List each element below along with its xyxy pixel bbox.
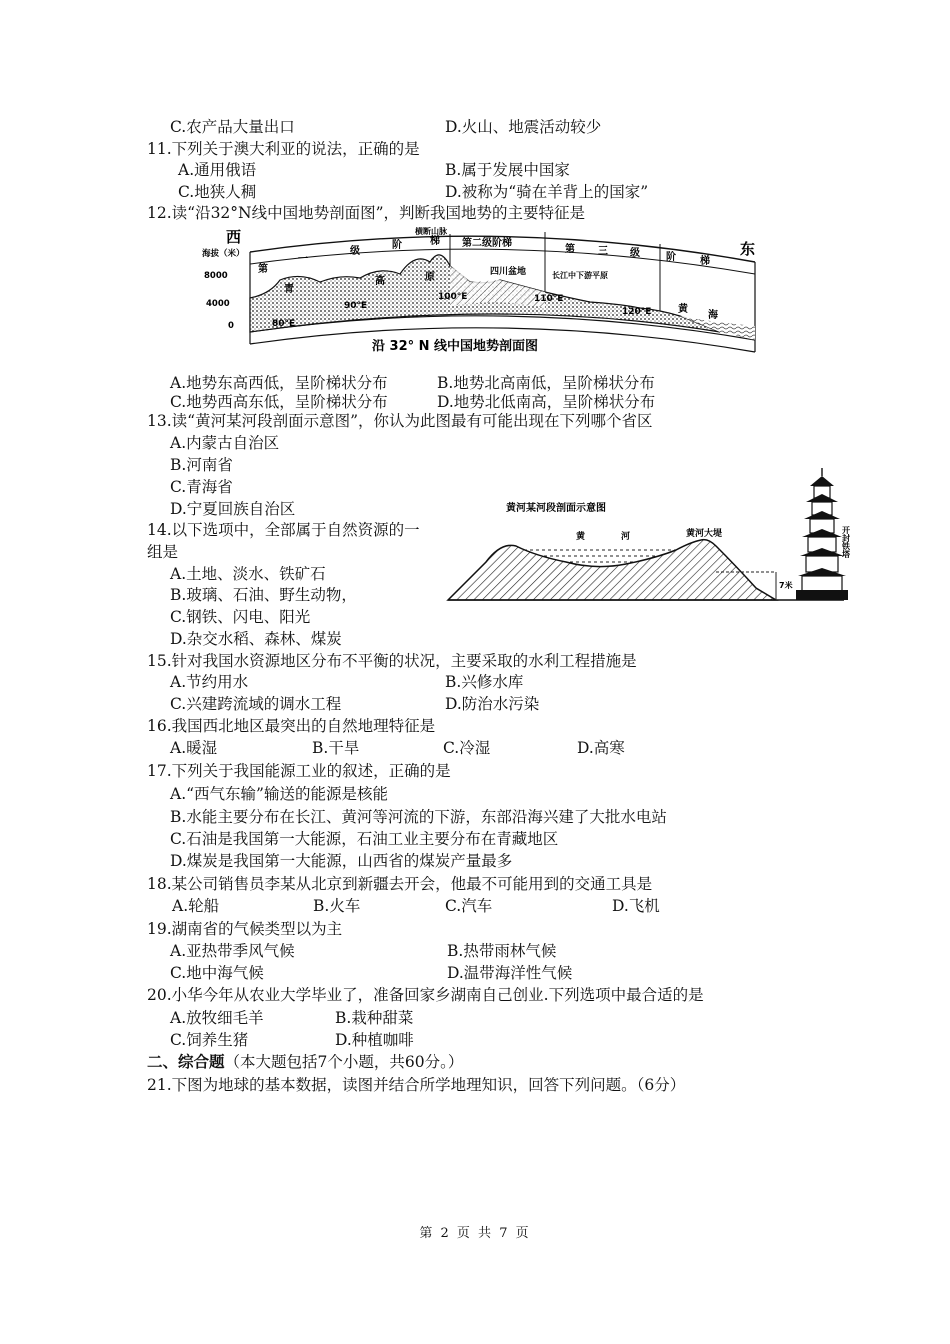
q19-stem: 19.湖南省的气候类型以为主 (147, 920, 343, 938)
ytick-4000: 4000 (206, 299, 230, 309)
svg-text:高: 高 (375, 276, 385, 287)
svg-text:级: 级 (630, 248, 640, 259)
svg-text:海: 海 (708, 310, 718, 321)
riverbed-terrain (448, 540, 776, 600)
q18-option-d: D.飞机 (612, 897, 660, 915)
lon-80: 80°E (272, 319, 296, 329)
q13-option-c: C.青海省 (170, 478, 233, 496)
q13-option-d: D.宁夏回族自治区 (170, 500, 296, 518)
yaxis-label: 海拔（米） (202, 249, 245, 259)
terrain-profile-figure (200, 222, 760, 370)
q20-option-d: D.种植咖啡 (335, 1031, 414, 1049)
q15-option-c: C.兴建跨流域的调水工程 (170, 695, 342, 713)
q13-option-b: B.河南省 (170, 456, 233, 474)
q16-stem: 16.我国西北地区最突出的自然地理特征是 (147, 717, 436, 735)
q14-stem-line2: 组是 (147, 543, 179, 561)
svg-text:阶: 阶 (666, 252, 676, 263)
river-figure-title: 黄河某河段剖面示意图 (506, 503, 606, 514)
ytick-8000: 8000 (204, 271, 228, 281)
lon-110: 110°E (534, 294, 564, 304)
profile-caption: 沿 32° N 线中国地势剖面图 (372, 339, 539, 354)
svg-text:级: 级 (350, 246, 360, 257)
q17-option-a: A.“西气东输”输送的能源是核能 (170, 785, 388, 803)
q19-option-a: A.亚热带季风气候 (170, 942, 295, 960)
q14-stem-line1: 14.以下选项中，全部属于自然资源的一 (147, 521, 420, 539)
svg-text:第: 第 (258, 264, 268, 275)
lon-120: 120°E (622, 307, 652, 317)
q16-option-b: B.干旱 (312, 739, 360, 757)
west-label: 西 (226, 228, 242, 246)
svg-text:梯: 梯 (430, 236, 440, 247)
svg-text:第: 第 (565, 244, 575, 255)
q11-stem: 11.下列关于澳大利亚的说法，正确的是 (147, 140, 420, 158)
svg-text:黄: 黄 (678, 304, 688, 315)
q11-option-d: D.被称为“骑在羊背上的国家” (445, 183, 649, 201)
q18-option-b: B.火车 (313, 897, 361, 915)
q21-stem: 21.下图为地球的基本数据，读图并结合所学地理知识，回答下列问题。（6分） (147, 1076, 686, 1094)
svg-text:青: 青 (284, 284, 294, 295)
q16-option-d: D.高寒 (577, 739, 625, 757)
east-label: 东 (740, 240, 756, 258)
q17-option-b: B.水能主要分布在长江、黄河等河流的下游，东部沿海兴建了大批水电站 (170, 808, 667, 826)
section2-note: （本大题包括7个小题，共60分。） (224, 1053, 464, 1071)
q14-option-c: C.钢铁、闪电、阳光 (170, 608, 311, 626)
svg-text:原: 原 (425, 272, 435, 283)
q17-option-d: D.煤炭是我国第一大能源，山西省的煤炭产量最多 (170, 852, 513, 870)
q14-option-b: B.玻璃、石油、野生动物， (170, 586, 357, 604)
q19-option-d: D.温带海洋性气候 (447, 964, 573, 982)
section2-heading (147, 1052, 463, 1072)
q13-option-a: A.内蒙古自治区 (170, 434, 280, 452)
q18-option-a: A.轮船 (172, 897, 220, 915)
tower-label: 开封铁塔 (841, 526, 851, 558)
q12-option-b: B.地势北高南低，呈阶梯状分布 (437, 374, 655, 392)
svg-text:河: 河 (621, 532, 631, 542)
dike-label: 黄河大堤 (686, 529, 723, 539)
q16-option-a: A.暖湿 (170, 739, 218, 757)
q11-option-a: A.通用俄语 (178, 161, 257, 179)
q14-option-a: A.土地、淡水、铁矿石 (170, 565, 326, 583)
svg-text:阶: 阶 (392, 240, 402, 251)
lon-90: 90°E (344, 301, 368, 311)
q17-stem: 17.下列关于我国能源工业的叙述，正确的是 (147, 762, 451, 780)
q15-option-d: D.防治水污染 (445, 695, 540, 713)
q18-option-c: C.汽车 (445, 897, 493, 915)
q15-stem: 15.针对我国水资源地区分布不平衡的状况，主要采取的水利工程措施是 (147, 652, 637, 670)
q11-option-c: C.地狭人稠 (178, 183, 257, 201)
q17-option-c: C.石油是我国第一大能源，石油工业主要分布在青藏地区 (170, 830, 559, 848)
svg-text:一: 一 (298, 254, 308, 265)
kaifeng-tower-icon (796, 468, 848, 600)
plain-label: 长江中下游平原 (552, 271, 608, 280)
lon-100: 100°E (438, 292, 468, 302)
height-label: 7米 (779, 581, 793, 590)
sichuan-basin-label: 四川盆地 (490, 267, 527, 277)
q20-stem: 20.小华今年从农业大学毕业了，准备回家乡湖南自己创业.下列选项中最合适的是 (147, 986, 704, 1004)
q20-option-b: B.栽种甜菜 (335, 1009, 414, 1027)
q18-stem: 18.某公司销售员李某从北京到新疆去开会，他最不可能用到的交通工具是 (147, 875, 653, 893)
q12-option-c: C.地势西高东低，呈阶梯状分布 (170, 393, 388, 411)
q20-option-a: A.放牧细毛羊 (170, 1009, 264, 1027)
svg-text:梯: 梯 (700, 256, 710, 267)
peak-label: 横断山脉 (415, 227, 447, 236)
q12-stem: 12.读“沿32°N线中国地势剖面图”，判断我国地势的主要特征是 (147, 204, 586, 222)
q19-option-b: B.热带雨林气候 (447, 942, 557, 960)
section2-title: 二、综合题 (147, 1052, 225, 1071)
q15-option-a: A.节约用水 (170, 673, 249, 691)
ytick-0: 0 (228, 321, 234, 331)
q13-stem: 13.读“黄河某河段剖面示意图”，你认为此图最有可能出现在下列哪个省区 (147, 412, 653, 430)
svg-text:三: 三 (598, 246, 608, 257)
q12-option-a: A.地势东高西低，呈阶梯状分布 (170, 374, 388, 392)
q16-option-c: C.冷湿 (443, 739, 491, 757)
yellow-river-figure (446, 466, 852, 606)
q14-option-d: D.杂交水稻、森林、煤炭 (170, 630, 342, 648)
q11-option-b: B.属于发展中国家 (445, 161, 570, 179)
step2-label: 第二级阶梯 (462, 238, 512, 249)
q20-option-c: C.饲养生猪 (170, 1031, 249, 1049)
q10-option-c: C.农产品大量出口 (170, 118, 295, 136)
page-footer: 第 2 页 共 7 页 (419, 1226, 531, 1241)
q10-option-d: D.火山、地震活动较少 (445, 118, 602, 136)
q15-option-b: B.兴修水库 (445, 673, 524, 691)
svg-text:黄: 黄 (576, 532, 586, 542)
q12-option-d: D.地势北低南高，呈阶梯状分布 (437, 393, 656, 411)
q19-option-c: C.地中海气候 (170, 964, 264, 982)
